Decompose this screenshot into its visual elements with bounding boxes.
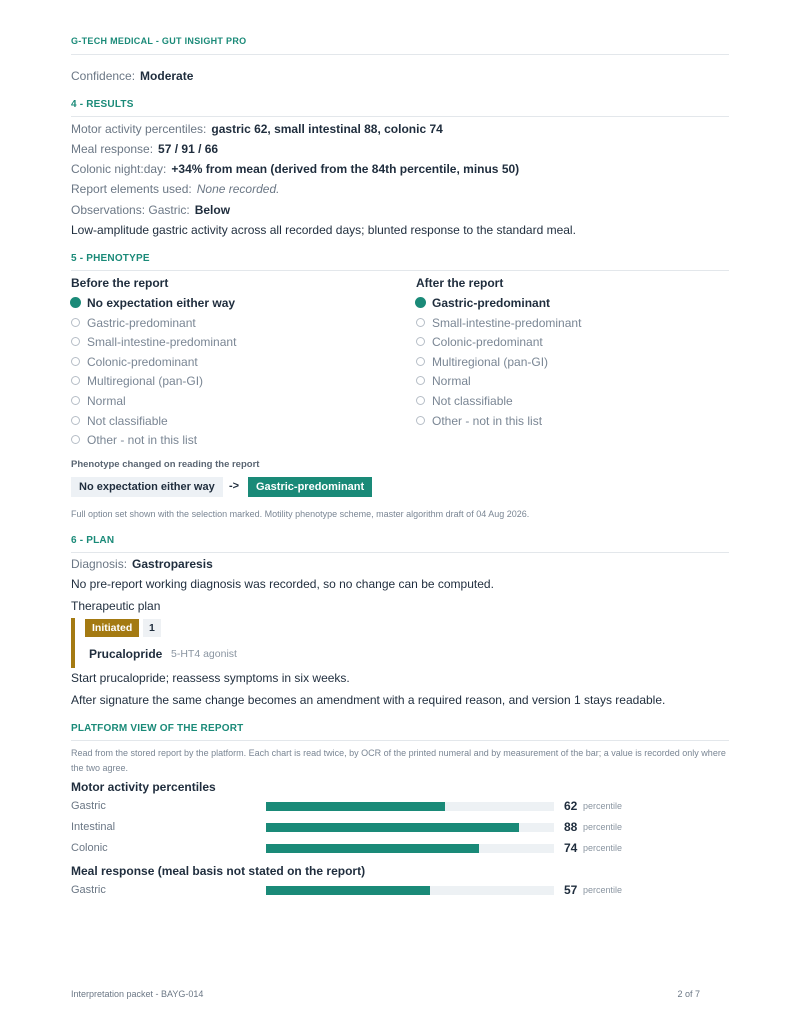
initiated-badge: Initiated <box>85 619 139 637</box>
before-title: Before the report <box>71 276 169 290</box>
bar-label: Gastric <box>71 800 106 812</box>
plan-accent-bar <box>71 618 75 668</box>
results-heading: 4 - RESULTS <box>71 99 134 110</box>
before-option-small-intestine-predominant <box>71 335 236 349</box>
after-option-normal <box>416 374 471 388</box>
elements-label: Report elements used: <box>71 182 192 196</box>
after-option-other-not-in-this-list <box>416 414 542 428</box>
phenotype-to-chip: Gastric-predominant <box>248 477 372 497</box>
bar-fill <box>266 886 430 895</box>
plan-heading: 6 - PLAN <box>71 535 115 546</box>
bar-fill <box>266 802 445 811</box>
after-title: After the report <box>416 276 504 290</box>
colonic-label: Colonic night:day: <box>71 162 167 176</box>
bar-value: 57 <box>564 883 578 897</box>
before-option-label: Not classifiable <box>87 413 168 428</box>
colonic-value: +34% from mean (derived from the 84th percentile, minus 50) <box>171 162 520 176</box>
bar-track <box>266 886 554 895</box>
results-summary: Low-amplitude gastric activity across all recorded days; blunted response to the standard meal. <box>71 223 576 237</box>
radio-selected-icon <box>415 297 426 308</box>
amendment-text: After signature the same change becomes an amendment with a required reason, and version 1 stays readable. <box>71 693 666 707</box>
bar-track <box>266 802 554 811</box>
before-option-no-expectation-either-way <box>71 296 235 310</box>
observations-value: Below <box>194 203 231 217</box>
phenotype-note: Full option set shown with the selection marked. Motility phenotype scheme, master algorithm draft of 04 Aug 2026. <box>71 509 530 519</box>
meal-label: Meal response: <box>71 142 154 156</box>
radio-empty-icon <box>416 337 425 346</box>
plan-divider <box>71 552 729 553</box>
change-caption: Phenotype changed on reading the report <box>71 459 260 470</box>
radio-empty-icon <box>416 396 425 405</box>
radio-empty-icon <box>71 396 80 405</box>
radio-empty-icon <box>416 376 425 385</box>
phenotype-heading: 5 - PHENOTYPE <box>71 253 150 264</box>
bar-label: Gastric <box>71 884 106 896</box>
before-option-not-classifiable <box>71 414 168 428</box>
drug-name: Prucalopride <box>89 647 163 661</box>
bar-label: Colonic <box>71 842 108 854</box>
bar-unit: percentile <box>583 885 623 895</box>
before-option-label: Small-intestine-predominant <box>87 335 237 350</box>
platform-heading: PLATFORM VIEW OF THE REPORT <box>71 723 244 734</box>
bar-track <box>266 844 554 853</box>
after-option-small-intestine-predominant <box>416 316 581 330</box>
diagnosis-label: Diagnosis: <box>71 557 128 571</box>
phenotype-divider <box>71 270 729 271</box>
footer-right: 2 of 7 <box>677 989 700 999</box>
after-option-multiregional-pan-gi <box>416 355 548 369</box>
before-option-label: No expectation either way <box>87 296 236 310</box>
after-option-colonic-predominant <box>416 335 543 349</box>
platform-divider <box>71 740 729 741</box>
radio-selected-icon <box>70 297 81 308</box>
before-option-normal <box>71 394 126 408</box>
after-option-label: Not classifiable <box>432 394 513 408</box>
results-divider <box>71 116 729 117</box>
before-option-label: Gastric-predominant <box>87 315 196 330</box>
confidence-value: Moderate <box>140 69 194 83</box>
radio-empty-icon <box>71 435 80 444</box>
instruction-text: Start prucalopride; reassess symptoms in six weeks. <box>71 671 350 685</box>
diagnosis-row <box>71 557 213 571</box>
initiated-count: 1 <box>143 619 161 637</box>
after-option-gastric-predominant <box>416 296 550 310</box>
after-option-not-classifiable <box>416 394 513 408</box>
radio-empty-icon <box>71 416 80 425</box>
radio-empty-icon <box>71 318 80 327</box>
diagnosis-value: Gastroparesis <box>132 557 213 571</box>
bar-unit: percentile <box>583 801 623 811</box>
before-option-colonic-predominant <box>71 355 198 369</box>
bar-fill <box>266 844 479 853</box>
motor-label: Motor activity percentiles: <box>71 122 207 136</box>
after-option-label: Colonic-predominant <box>432 335 543 350</box>
elements-value: None recorded. <box>196 182 280 196</box>
radio-empty-icon <box>416 357 425 366</box>
observations-label: Observations: Gastric: <box>71 203 190 217</box>
header-divider <box>71 54 729 55</box>
drug-class: 5-HT4 agonist <box>171 648 237 660</box>
motor-value: gastric 62, small intestinal 88, colonic 74 <box>211 122 443 136</box>
platform-description: Read from the stored report by the platform. Each chart is read twice, by OCR of the printed numeral and by measurement of the bar; a value is recorded only where the two agree. <box>71 748 726 773</box>
bar-value: 88 <box>564 820 578 834</box>
change-arrow: -> <box>229 480 240 492</box>
before-option-label: Multiregional (pan-GI) <box>87 374 204 389</box>
before-option-label: Normal <box>87 394 126 408</box>
confidence-row <box>71 69 193 83</box>
before-option-gastric-predominant <box>71 316 196 330</box>
after-option-label: Gastric-predominant <box>432 296 551 310</box>
brand-header: G-TECH MEDICAL - GUT INSIGHT PRO <box>71 36 247 46</box>
bar-fill <box>266 823 519 832</box>
after-option-label: Normal <box>432 374 471 389</box>
meal-value: 57 / 91 / 66 <box>158 142 219 156</box>
before-option-other-not-in-this-list <box>71 433 197 447</box>
after-option-label: Other - not in this list <box>432 413 543 428</box>
colonic-row <box>71 162 519 176</box>
after-option-label: Multiregional (pan-GI) <box>432 354 549 369</box>
radio-empty-icon <box>416 416 425 425</box>
bar-value: 74 <box>564 841 578 855</box>
bar-unit: percentile <box>583 822 623 832</box>
phenotype-from-chip: No expectation either way <box>71 477 223 497</box>
radio-empty-icon <box>71 357 80 366</box>
therapeutic-title: Therapeutic plan <box>71 599 161 613</box>
radio-empty-icon <box>71 376 80 385</box>
observations-row <box>71 203 230 217</box>
chart-title: Meal response (meal basis not stated on the report) <box>71 864 366 878</box>
bar-label: Intestinal <box>71 821 116 833</box>
footer-left: Interpretation packet - BAYG-014 <box>71 989 204 999</box>
before-option-multiregional-pan-gi <box>71 374 203 388</box>
radio-empty-icon <box>71 337 80 346</box>
radio-empty-icon <box>416 318 425 327</box>
meal-row <box>71 142 218 156</box>
after-option-label: Small-intestine-predominant <box>432 315 582 330</box>
motor-row <box>71 122 443 136</box>
chart-title: Motor activity percentiles <box>71 780 216 794</box>
elements-row <box>71 182 279 196</box>
no-change-text: No pre-report working diagnosis was recorded, so no change can be computed. <box>71 577 494 591</box>
before-option-label: Other - not in this list <box>87 433 198 448</box>
confidence-label: Confidence: <box>71 69 136 83</box>
bar-value: 62 <box>564 799 578 813</box>
bar-unit: percentile <box>583 843 623 853</box>
bar-track <box>266 823 554 832</box>
before-option-label: Colonic-predominant <box>87 354 198 369</box>
